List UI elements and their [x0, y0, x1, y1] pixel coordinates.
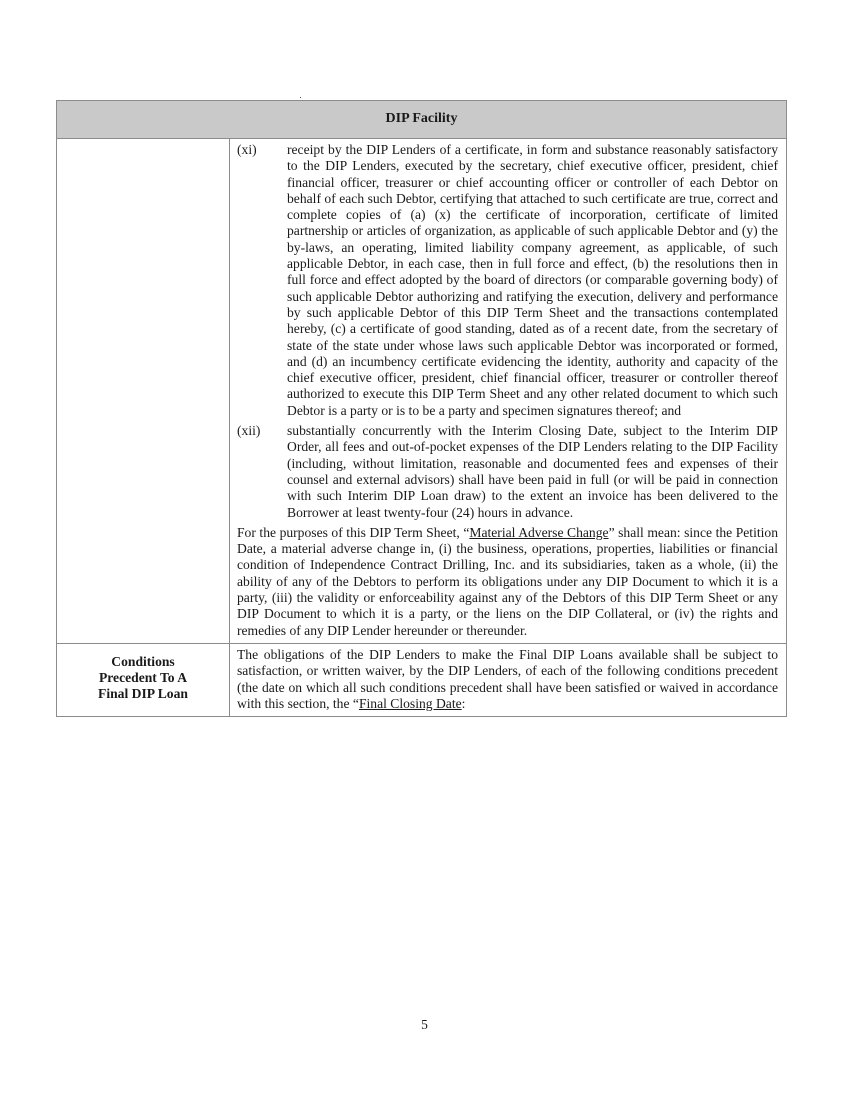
conditions-text [237, 647, 778, 712]
conditions-content [230, 643, 787, 716]
label-line: Final DIP Loan [98, 685, 188, 701]
label-line: Precedent To A [98, 669, 188, 685]
conditions-suffix: : [461, 695, 466, 711]
mac-definition [237, 525, 778, 639]
conditions-body: The obligations of the DIP Lenders to make the Final DIP Loans available shall be subject to satisfaction, or written waiver, by the DIP Lenders, of each of the following conditions precedent (the date on which all such conditions precedent shall have been satisfied or waived in accordance with this section, the “ [237, 646, 778, 711]
table-header: DIP Facility [57, 101, 787, 139]
mac-prefix: For the purposes of this DIP Term Sheet, “ [237, 524, 470, 540]
item-text: receipt by the DIP Lenders of a certificate, in form and substance reasonably satisfactory to the DIP Lenders, executed by the secretary, chief executive officer, president, chief financial officer, treasurer or chief accounting officer or controller of each Debtor on behalf of each such Debtor, certifying that attached to such certificate are true, correct and complete copies of (a) (x) the certificate of incorporation, certificate of limited partnership or articles of organization, as applicable of such applicable Debtor and (y) the by-laws, an operating, limited liability company agreement, as applicable, of such applicable Debtor, in each case, then in full force and effect, (b) the resolutions then in full force and effect adopted by the board of directors (or comparable governing body) of such applicable Debtor authorizing and ratifying the execution, delivery and performance by such applicable Debtor of this DIP Term Sheet and the transactions contemplated hereby, (c) a certificate of good standing, dated as of a recent date, from the secretary of state of the state under whose laws such applicable Debtor was incorporated or formed, and (d) an incumbency certificate evidencing the identity, authority and capacity of the chief executive officer, president, chief financial officer, treasurer or controller thereof authorized to execute this DIP Term Sheet and any other related document to which such Debtor is a party or is to be a party and specimen signatures thereof; and [287, 142, 778, 418]
list-item [237, 423, 778, 521]
item-number: (xii) [237, 423, 261, 439]
label-line: Conditions [111, 653, 175, 669]
mac-body: ” shall mean: since the Petition Date, a material adverse change in, (i) the business, operations, properties, liabilities or financial condition of Independence Contract Drilling, Inc. and its subsidiaries, taken as a whole, (ii) the ability of any of the Debtors to perform its obligations under any DIP Document to which it is a party, (iii) the validity or enforceability against any of the Debtors of this DIP Term Sheet or any DIP Document to which it is a party, or the liens on the DIP Collateral, or (iv) the rights and remedies of any DIP Lender hereunder or thereunder. [237, 524, 779, 638]
conditions-label [57, 643, 230, 716]
item-text: substantially concurrently with the Interim Closing Date, subject to the Interim DIP Order, all fees and out-of-pocket expenses of the DIP Lenders relating to the DIP Facility (including, without limitation, reasonable and documented fees and expenses of their counsel and external advisors) shall have been paid in full (or will be paid in connection with such Interim DIP Loan draw) to the extent an invoice has been delivered to the Borrower at least twenty-four (24) hours in advance. [287, 423, 778, 520]
list-item [237, 142, 778, 419]
stray-mark [300, 97, 301, 98]
item-number: (xi) [237, 142, 257, 157]
row-content [230, 139, 787, 644]
row-label-empty [57, 139, 230, 644]
dip-term-table [56, 100, 787, 717]
page-number: 5 [421, 1017, 428, 1032]
table-row [57, 643, 787, 716]
table-header-row [57, 101, 787, 139]
table-row [57, 139, 787, 644]
final-closing-date-term: Final Closing Date [358, 695, 462, 711]
mac-defined-term: Material Adverse Change [469, 524, 609, 540]
